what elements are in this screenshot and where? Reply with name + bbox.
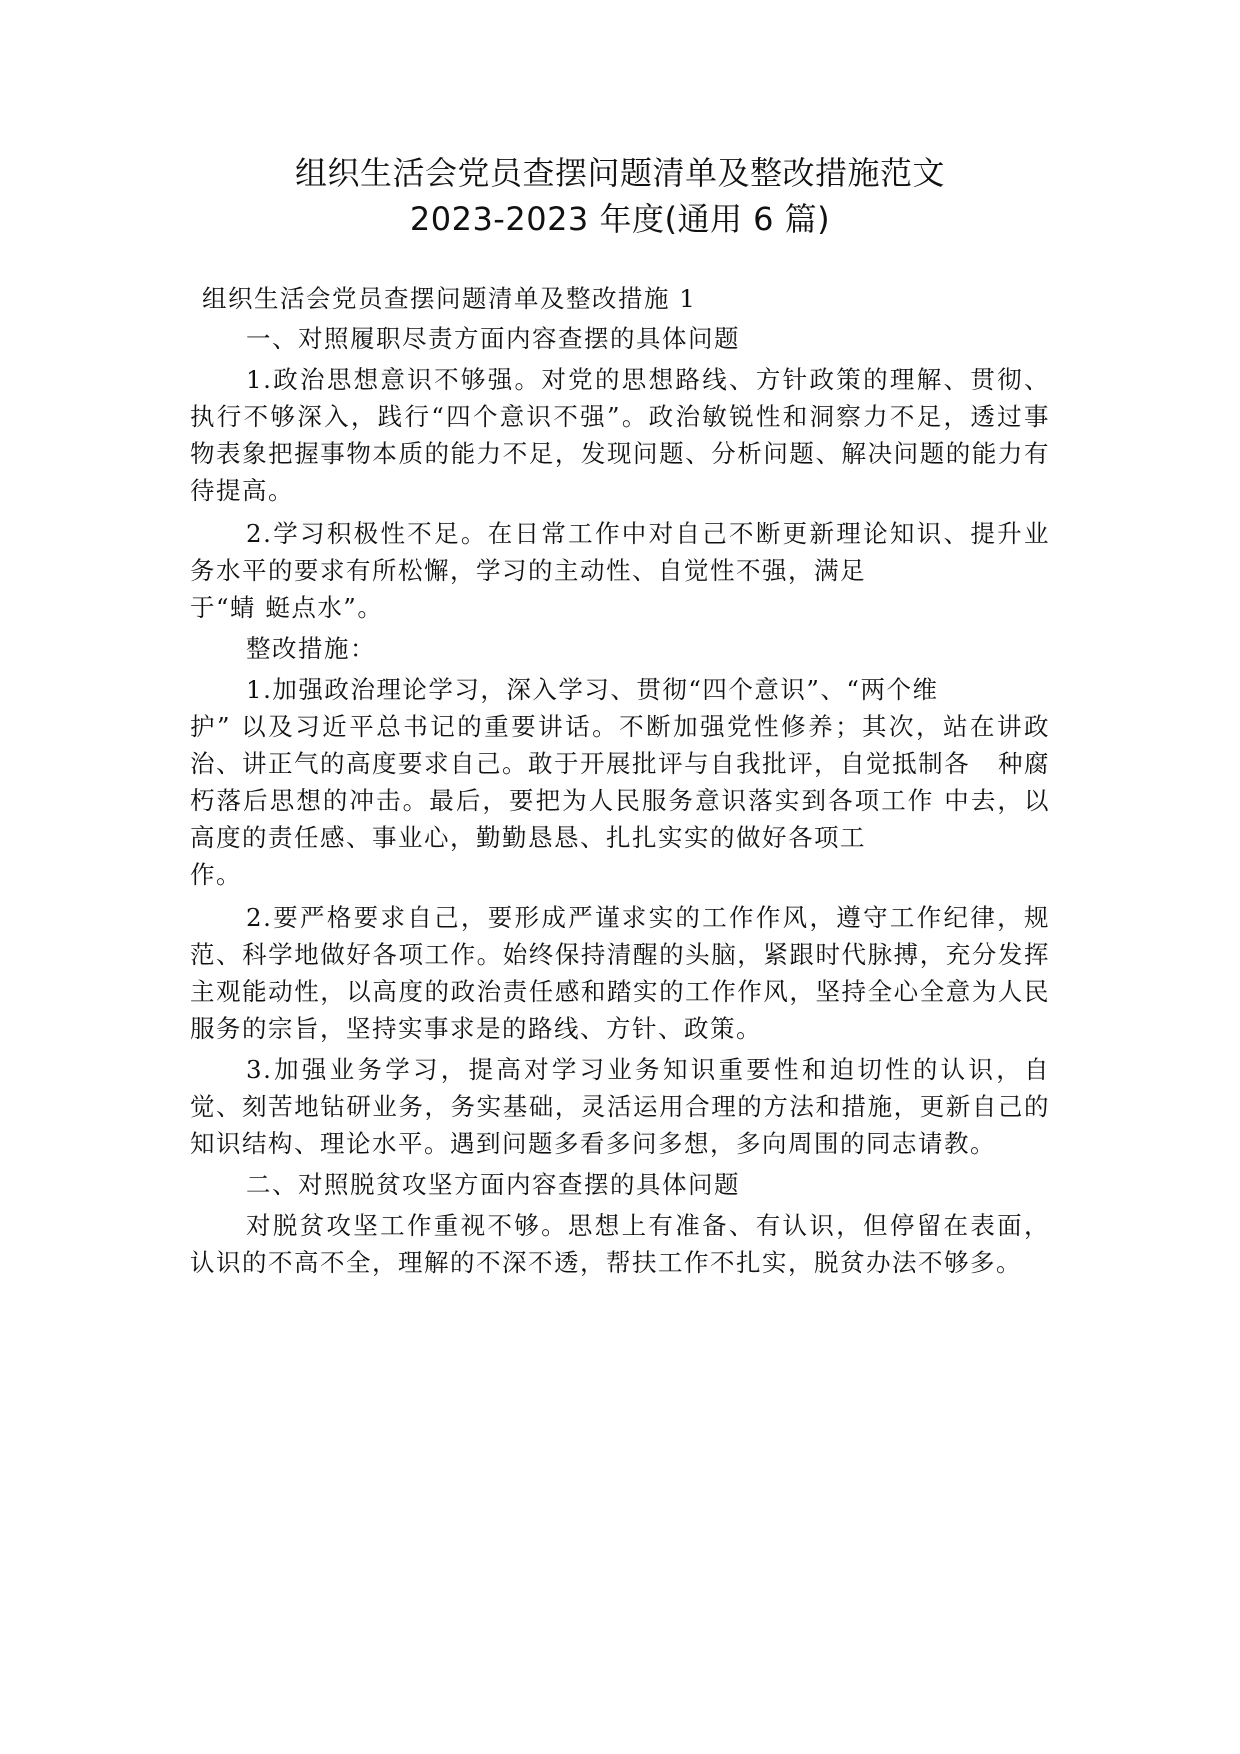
title-line-year: 2023-2023 年度(通用 6 篇) [409, 200, 831, 238]
measure-paragraph-2: 2.要严格要求自己，要形成严谨求实的工作作风，遵守工作纪律，规范、科学地做好各项工作。始终保持清醒的头脑，紧跟时代脉搏，充分发挥主观能动性，以高度的政治责任感和踏实的工作作风，坚持全心全意为人民服务的宗旨，坚持实事求是的路线、方针、政策。 [190, 903, 1050, 1043]
part-two-heading: 二、对照脱贫攻坚方面内容查摆的具体问题 [246, 1170, 740, 1199]
section-title: 组织生活会党员查摆问题清单及整改措施 1 [202, 284, 697, 313]
part-one-heading: 一、对照履职尽责方面内容查摆的具体问题 [246, 324, 740, 353]
problem-paragraph-2: 2.学习积极性不足。在日常工作中对自己不断更新理论知识、提升业务水平的要求有所松懈，学习的主动性、自觉性不强，满足 于“蜻 蜓点水”。 [190, 519, 1050, 622]
title-line-main: 组织生活会党员查摆问题清单及整改措施范文 [294, 154, 945, 192]
part-two-problem-paragraph: 对脱贫攻坚工作重视不够。思想上有准备、有认识，但停留在表面，认识的不高不全，理解的不深不透，帮扶工作不扎实，脱贫办法不够多。 [190, 1211, 1050, 1277]
measure-paragraph-3: 3.加强业务学习，提高对学习业务知识重要性和迫切性的认识，自觉、刻苦地钻研业务，务实基础，灵活运用合理的方法和措施，更新自己的知识结构、理论水平。遇到问题多看多问多想，多向周围的同志请教。 [190, 1055, 1050, 1158]
document-title [0, 150, 1240, 242]
problem-paragraph-1: 1.政治思想意识不够强。对党的思想路线、方针政策的理解、贯彻、执行不够深入，践行“四个意识不强”。政治敏锐性和洞察力不足，透过事物表象把握事物本质的能力不足，发现问题、分析问题、解决问题的能力有待提高。 [190, 365, 1050, 505]
measure-paragraph-1: 1.加强政治理论学习，深入学习、贯彻“四个意识”、“两个维 护” 以及习近平总书记的重要讲话。不断加强党性修养；其次，站在讲政 治、讲正气的高度要求自己。敢于开展批评与自我批评，自觉抵制各 种腐朽落后思想的冲击。最后，要把为人民服务意识落实到各项工作 中去，以高度的责任感、事业心，勤勤恳恳、扎扎实实的做好各项工 作。 [190, 675, 1050, 889]
measures-heading: 整改措施： [246, 634, 376, 663]
document-body [190, 280, 1050, 1285]
